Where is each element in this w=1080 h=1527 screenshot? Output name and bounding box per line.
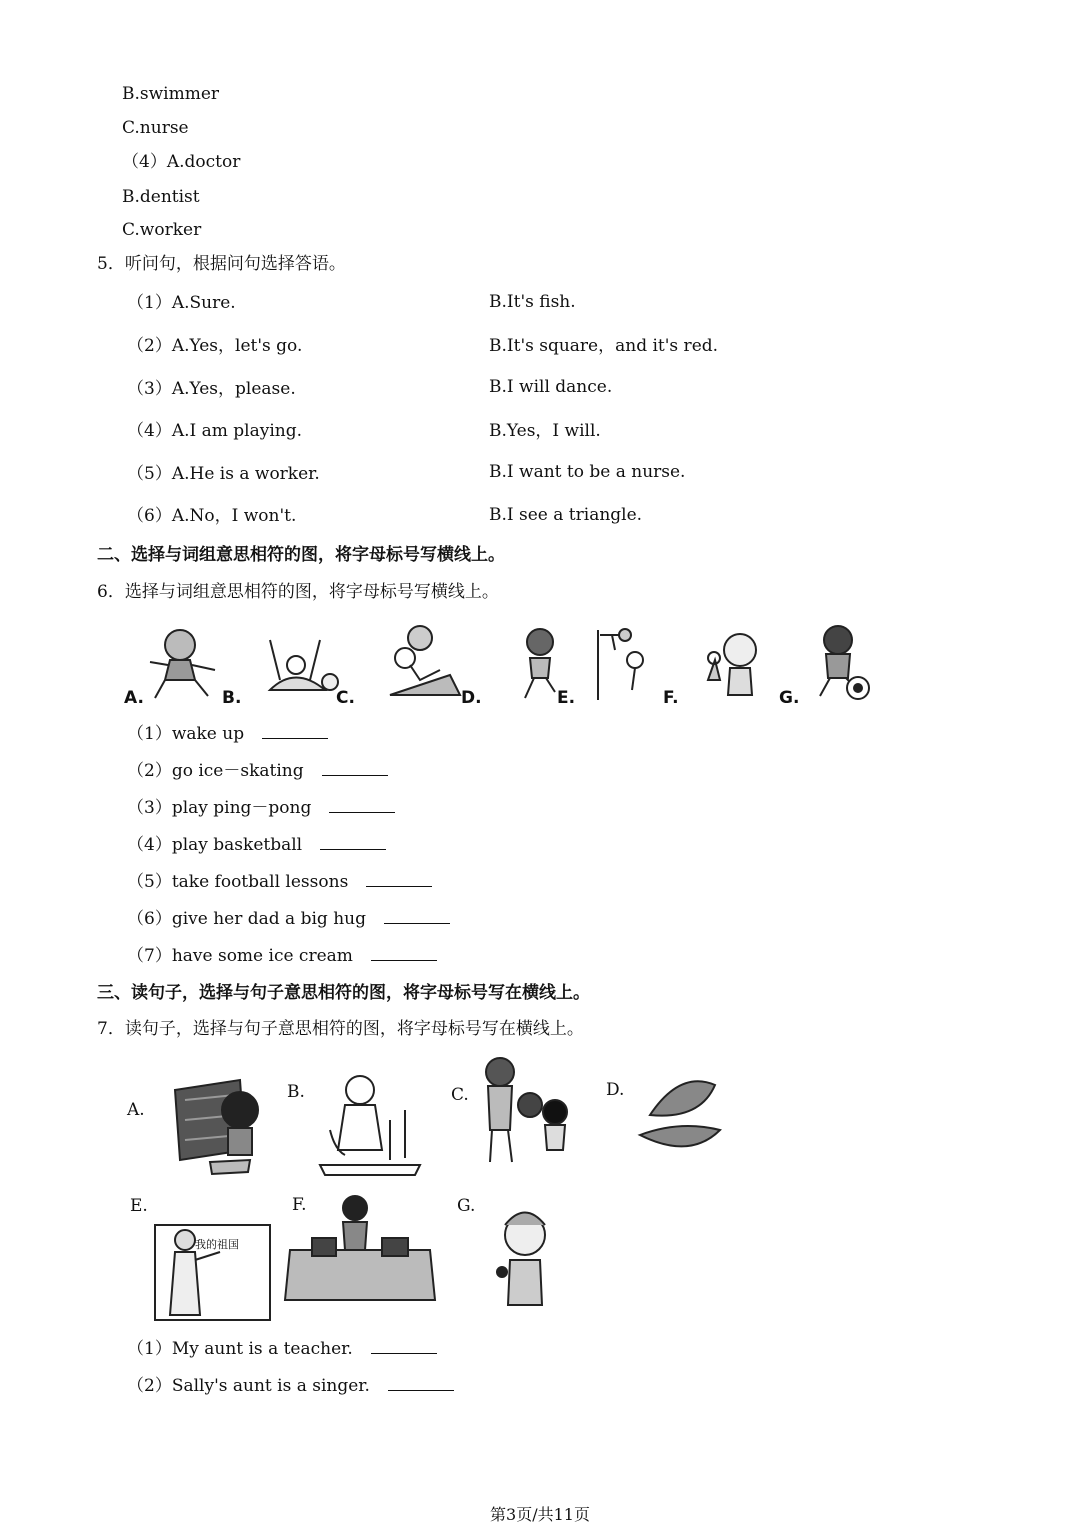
q6-title: 6．选择与词组意思相符的图，将字母标号写横线上。 xyxy=(97,582,499,602)
q5-item-3-b: B.I will dance. xyxy=(489,377,613,397)
picture-g-singer-icon xyxy=(497,1213,545,1306)
q5-item-4-a: （4）A.I am playing. xyxy=(127,421,303,441)
q6-answer-blank-3[interactable] xyxy=(329,798,395,813)
q5-item-3-a: （3）A.Yes，please. xyxy=(127,379,296,399)
q7-title: 7．读句子，选择与句子意思相符的图，将字母标号写在横线上。 xyxy=(97,1019,584,1039)
q7-item-2 xyxy=(127,1375,454,1397)
q6-answer-blank-1[interactable] xyxy=(262,724,328,739)
q7-label-a: A. xyxy=(127,1100,145,1120)
q7-label-d: D. xyxy=(606,1080,625,1100)
q6-item-7-text: （7）have some ice cream xyxy=(127,946,353,966)
q6-answer-blank-4[interactable] xyxy=(320,835,386,850)
q5-item-6-a: （6）A.No，I won't. xyxy=(127,506,297,526)
q4-sub4-b: B.dentist xyxy=(122,187,200,207)
picture-c-icon xyxy=(390,626,460,695)
picture-d-sweet-potatoes-icon xyxy=(640,1081,720,1146)
q6-label-g: G. xyxy=(779,688,800,708)
q7-picture-row-2 xyxy=(150,1190,580,1325)
q6-label-e: E. xyxy=(557,688,576,708)
picture-d-icon xyxy=(525,629,555,698)
q5-item-1-b: B.It's fish. xyxy=(489,292,576,312)
q6-item-5-text: （5）take football lessons xyxy=(127,872,349,892)
q7-item-2-text: （2）Sally's aunt is a singer. xyxy=(127,1376,370,1396)
q5-item-2-b: B.It's square，and it's red. xyxy=(489,336,719,356)
q6-answer-blank-6[interactable] xyxy=(384,909,450,924)
board-text: 我的祖国 xyxy=(195,1238,239,1251)
q6-item-5 xyxy=(127,871,432,893)
q5-item-1-a: （1）A.Sure. xyxy=(127,293,236,313)
q7-answer-blank-2[interactable] xyxy=(388,1376,454,1391)
section-3-heading: 三、读句子，选择与句子意思相符的图，将字母标号写在横线上。 xyxy=(97,983,590,1003)
picture-f-icon xyxy=(708,634,756,695)
q6-label-f: F. xyxy=(663,688,679,708)
q7-label-b: B. xyxy=(287,1082,305,1102)
q6-item-6 xyxy=(127,908,450,930)
q6-item-1 xyxy=(127,723,328,745)
q6-item-3 xyxy=(127,797,395,819)
q6-item-7 xyxy=(127,945,437,967)
q6-item-4 xyxy=(127,834,386,856)
q5-item-4-b: B.Yes，I will. xyxy=(489,421,601,441)
section-2-heading: 二、选择与词组意思相符的图，将字母标号写横线上。 xyxy=(97,545,505,565)
option-b-swimmer: B.swimmer xyxy=(122,84,220,104)
q6-item-3-text: （3）play ping－pong xyxy=(127,798,312,818)
q7-label-c: C. xyxy=(451,1085,469,1105)
q5-item-5-b: B.I want to be a nurse. xyxy=(489,462,686,482)
q6-label-b: B. xyxy=(222,688,242,708)
q7-item-1 xyxy=(127,1338,437,1360)
q6-answer-blank-5[interactable] xyxy=(366,872,432,887)
picture-e-icon xyxy=(598,629,643,700)
q4-sub4-c: C.worker xyxy=(122,220,202,240)
q5-item-5-a: （5）A.He is a worker. xyxy=(127,464,320,484)
q7-label-e: E. xyxy=(130,1196,148,1216)
q5-title: 5．听问句，根据问句选择答语。 xyxy=(97,254,346,274)
page-footer: 第3页/共11页 xyxy=(490,1505,590,1524)
q6-answer-blank-7[interactable] xyxy=(371,946,437,961)
picture-b-scientist-icon xyxy=(320,1076,420,1175)
q5-item-6-b: B.I see a triangle. xyxy=(489,505,643,525)
picture-c-flowers-icon xyxy=(486,1058,567,1162)
q4-sub4-a: （4）A.doctor xyxy=(122,152,241,172)
q6-item-6-text: （6）give her dad a big hug xyxy=(127,909,366,929)
picture-f-table-icon xyxy=(285,1196,435,1300)
q7-label-f: F. xyxy=(292,1195,307,1215)
q5-item-2-a: （2）A.Yes，let's go. xyxy=(127,336,303,356)
option-c-nurse: C.nurse xyxy=(122,118,189,138)
q7-picture-row-1 xyxy=(160,1050,740,1180)
picture-a-bookshelf-icon xyxy=(175,1080,258,1174)
q7-label-g: G. xyxy=(457,1196,476,1216)
picture-b-icon xyxy=(270,640,338,690)
picture-a-icon xyxy=(150,630,215,698)
q7-answer-blank-1[interactable] xyxy=(371,1339,437,1354)
q6-label-c: C. xyxy=(336,688,355,708)
q7-item-1-text: （1）My aunt is a teacher. xyxy=(127,1339,353,1359)
q6-answer-blank-2[interactable] xyxy=(322,761,388,776)
picture-g-icon xyxy=(820,626,869,699)
q6-item-2-text: （2）go ice－skating xyxy=(127,761,304,781)
q6-item-1-text: （1）wake up xyxy=(127,724,245,744)
q6-item-2 xyxy=(127,760,388,782)
q6-item-4-text: （4）play basketball xyxy=(127,835,303,855)
q6-label-a: A. xyxy=(124,688,144,708)
q6-label-d: D. xyxy=(461,688,482,708)
